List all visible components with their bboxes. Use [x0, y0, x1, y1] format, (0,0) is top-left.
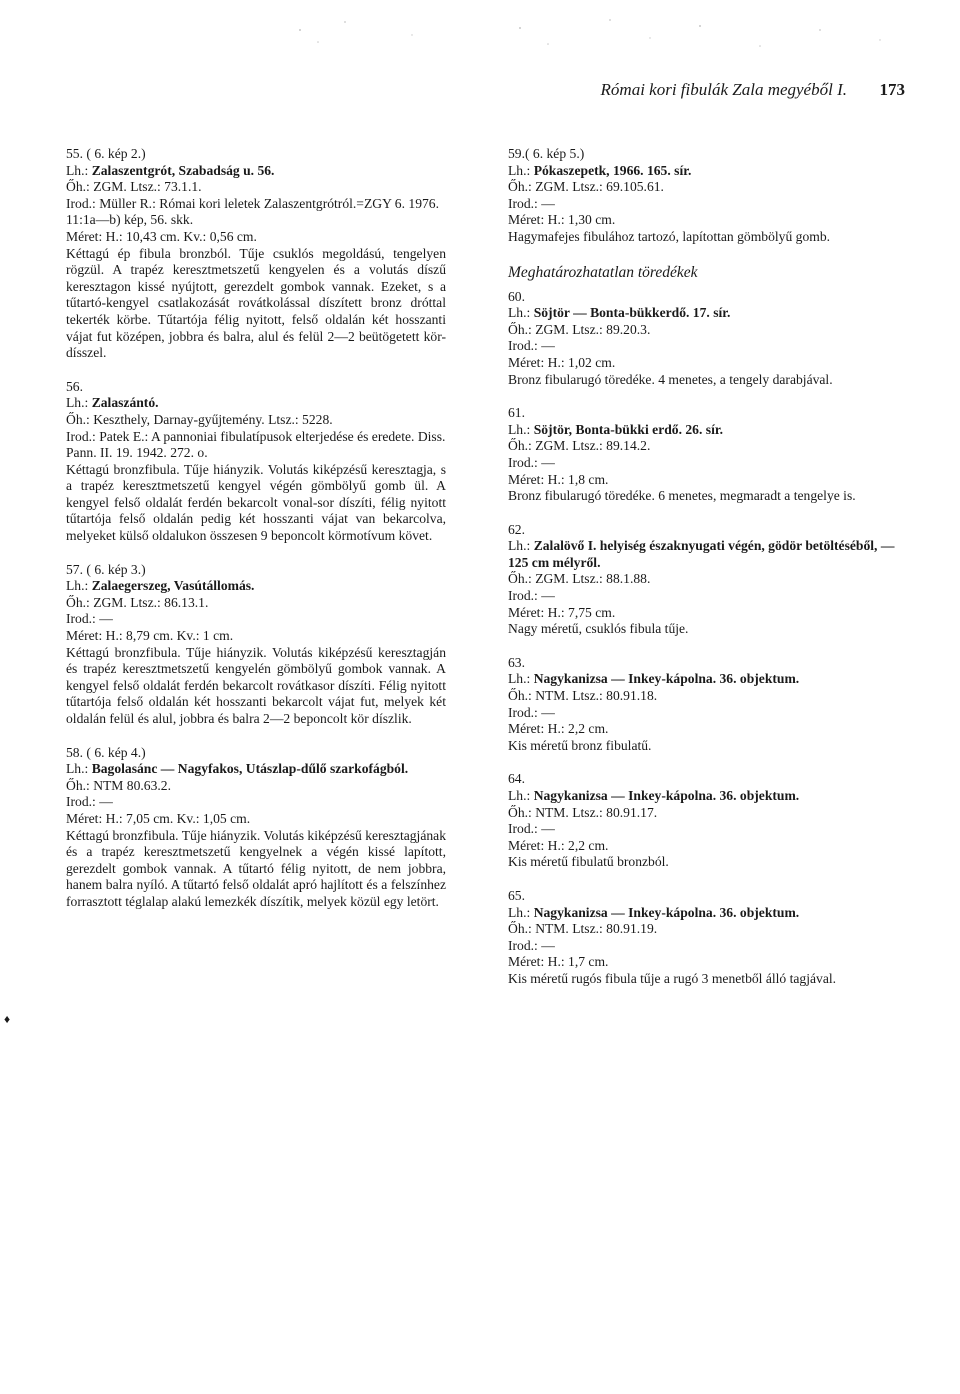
location-value: Zalaszentgrót, Szabadság u. 56.: [91, 162, 275, 178]
entry-description: Kis méretű rugós fibula tűje a rugó 3 menetből álló tagjával.: [508, 970, 837, 986]
location-key: Lh.:: [508, 671, 531, 687]
entry-number: 62.: [508, 521, 525, 537]
entry-number: 65.: [508, 887, 525, 903]
running-title: Római kori fibulák Zala megyéből I.: [600, 80, 847, 99]
location-key: Lh.:: [66, 578, 89, 594]
entry-description: Kéttagú bronzfibula. Tűje hiányzik. Volutás kiképzésű keresztagján és trapéz keresztmetszetű kengyelén gömbölyű gombok vannak. A kengyel felső oldalát ferdén bekarcolt rovátkasor díszíti. Félig nyitott tűtartója felső oldalán két hosszanti bekarcolt vájat fut, melyek két oldalán felül és alul, jobbra és balra 2—2 beponcolt kör díszlik.: [66, 644, 446, 726]
location-value: Nagykanizsa — Inkey-kápolna. 36. objektum.: [533, 788, 800, 803]
entry-literature: Irod.: —: [508, 338, 555, 354]
location-value: Bagolasánc — Nagyfakos, Utászlap-dűlő szarkofágból.: [91, 761, 409, 777]
entry-storage: Őh.: NTM 80.63.2.: [66, 777, 171, 793]
location-value: Nagykanizsa — Inkey-kápolna. 36. objektum.: [533, 904, 800, 920]
entry-literature: Irod.: —: [66, 794, 113, 810]
entry-description: Kéttagú bronzfibula. Tűje hiányzik. Volutás kiképzésű keresztagjának és a trapéz keresztmetszetű kengyelnek a végén kissé lapított, gerezdelt gombok vannak. A tűtartó félig nyitott, de nem jobbra, hanem balra nyíló. A tűtartó felső oldalát apró hajlított és a felszínhez forrasztott téglalap alakú lemezkék díszítik, melyek közül egy letört.: [66, 827, 446, 909]
catalog-entry-55: [66, 146, 446, 362]
entry-dimensions: Méret: H.: 7,75 cm.: [508, 604, 616, 620]
entry-dimensions: Méret: H.: 1,02 cm.: [508, 354, 616, 370]
location-key: Lh.:: [508, 421, 531, 437]
entry-literature: Irod.: —: [508, 821, 555, 837]
entry-storage: Őh.: NTM. Ltsz.: 80.91.17.: [508, 804, 658, 820]
entry-location: [508, 163, 908, 180]
catalog-entry-64: [508, 771, 908, 871]
entry-literature: Irod.: —: [508, 454, 555, 470]
location-value: Pókaszepetk, 1966. 165. sír.: [533, 162, 692, 178]
entry-description: Bronz fibularugó töredéke. 4 menetes, a tengely darabjával.: [508, 371, 833, 387]
entry-number: 63.: [508, 654, 525, 670]
location-value: Zalaegerszeg, Vasútállomás.: [91, 578, 255, 594]
running-header: [60, 80, 905, 104]
catalog-entry-61: [508, 405, 908, 505]
entry-storage: Őh.: ZGM. Ltsz.: 88.1.88.: [508, 571, 651, 587]
entry-dimensions: Méret: H.: 1,7 cm.: [508, 954, 609, 970]
catalog-entry-65: [508, 888, 908, 988]
entry-number: 55. ( 6. kép 2.): [66, 146, 146, 161]
scan-noise-decoration: [0, 0, 960, 60]
entry-location: [66, 761, 446, 778]
entry-storage: Őh.: ZGM. Ltsz.: 69.105.61.: [508, 179, 664, 195]
entry-location: [508, 422, 908, 439]
location-value: Söjtör — Bonta-bükkerdő. 17. sír.: [533, 305, 731, 321]
entry-storage: Őh.: ZGM. Ltsz.: 73.1.1.: [66, 179, 202, 195]
entry-literature: Irod.: Müller R.: Római kori leletek Zalaszentgrótról.=ZGY 6. 1976. 11:1a—b) kép, 56. skk.: [66, 195, 439, 228]
entry-number: 61.: [508, 405, 525, 421]
entry-literature: Irod.: —: [508, 195, 555, 211]
location-key: Lh.:: [66, 395, 89, 411]
catalog-entry-62: [508, 522, 908, 638]
entry-description: Kis méretű fibulatű bronzból.: [508, 854, 669, 870]
entry-location: [508, 538, 908, 571]
entry-literature: Irod.: —: [508, 937, 555, 953]
entry-location: [66, 395, 446, 412]
location-key: Lh.:: [66, 162, 89, 178]
catalog-entry-63: [508, 655, 908, 755]
location-key: Lh.:: [508, 162, 531, 178]
entry-dimensions: Méret: H.: 2,2 cm.: [508, 721, 609, 737]
margin-mark-icon: ♦: [4, 1012, 11, 1026]
entry-literature: Irod.: —: [508, 588, 555, 604]
entry-dimensions: Méret: H.: 8,79 cm. Kv.: 1 cm.: [66, 628, 234, 644]
entry-description: Kis méretű bronz fibulatű.: [508, 737, 652, 753]
entry-storage: Őh.: ZGM. Ltsz.: 89.20.3.: [508, 321, 651, 337]
entry-description: Nagy méretű, csuklós fibula tűje.: [508, 621, 689, 637]
left-column: [66, 146, 446, 928]
entry-location: [508, 788, 908, 805]
entry-number: 57. ( 6. kép 3.): [66, 561, 146, 577]
entry-description: Hagymafejes fibulához tartozó, lapítottan gömbölyű gomb.: [508, 228, 831, 244]
location-key: Lh.:: [508, 305, 531, 321]
entry-storage: Őh.: ZGM. Ltsz.: 89.14.2.: [508, 438, 651, 454]
location-key: Lh.:: [508, 904, 531, 920]
entry-storage: Őh.: ZGM. Ltsz.: 86.13.1.: [66, 594, 209, 610]
entry-storage: Őh.: NTM. Ltsz.: 80.91.19.: [508, 921, 658, 937]
entry-literature: Irod.: Patek E.: A pannoniai fibulatípusok elterjedése és eredete. Diss. Pann. II. 19. 1942. 272. o.: [66, 428, 446, 461]
entry-location: [66, 163, 446, 180]
location-key: Lh.:: [66, 761, 89, 777]
entry-description: Kéttagú bronzfibula. Tűje hiányzik. Volutás kiképzésű keresztagja, s a trapéz keresztmetszetű kengyel végén gömbölyű gomb ül. A kengyel felső oldalát ferdén bekarcolt vonal-sor díszíti, félig nyitott tűtartója felső oldalán pedig két hosszanti vájat van bekarcolva, melyeket külső oldalukon összesen 9 beponcolt körmotívum követ.: [66, 461, 446, 544]
entry-storage: Őh.: NTM. Ltsz.: 80.91.18.: [508, 688, 658, 704]
entry-number: 60.: [508, 288, 525, 304]
catalog-entry-58: [66, 745, 446, 911]
entry-literature: Irod.: —: [66, 611, 113, 627]
right-column: [508, 146, 908, 1005]
entry-number: 64.: [508, 771, 525, 787]
entry-dimensions: Méret: H.: 10,43 cm. Kv.: 0,56 cm.: [66, 228, 257, 244]
page-number: 173: [879, 80, 905, 99]
location-value: Söjtör, Bonta-bükki erdő. 26. sír.: [533, 421, 724, 437]
entry-storage: Őh.: Keszthely, Darnay-gyűjtemény. Ltsz.: 5228.: [66, 411, 333, 427]
location-value: Zalaszántó.: [91, 395, 159, 411]
entry-location: [508, 905, 908, 922]
entry-description: Kéttagú ép fibula bronzból. Tűje csuklós megoldású, tengelyen rögzül. A trapéz keresztmetszetű kengyelen és a volutás díszű keresztagon kissé nyújtott, gerezdelt gombok vannak. Ezeket, s a tűtartó-kengyel csatlakozását rovátkolással díszített bronz dróttal tekerték körbe. Tűtartója félig nyitott, felső oldalán két hosszanti vájat fut középen, jobbra és balra, alul és felül 2—2 beütögetett kör-dísszel.: [66, 245, 446, 361]
location-value: Zalalövő I. helyiség északnyugati végén, gödör betöltéséből, — 125 cm mélyről.: [508, 538, 895, 570]
entry-dimensions: Méret: H.: 7,05 cm. Kv.: 1,05 cm.: [66, 810, 251, 826]
location-key: Lh.:: [508, 538, 531, 554]
entry-dimensions: Méret: H.: 1,30 cm.: [508, 212, 616, 228]
entry-location: [66, 578, 446, 595]
location-key: Lh.:: [508, 788, 531, 803]
entry-location: [508, 305, 908, 322]
entry-location: [508, 671, 908, 688]
entry-number: 56.: [66, 378, 83, 394]
entry-literature: Irod.: —: [508, 704, 555, 720]
section-heading: Meghatározhatatlan töredékek: [508, 263, 698, 281]
entry-number: 58. ( 6. kép 4.): [66, 744, 146, 760]
catalog-entry-59: [508, 146, 908, 246]
entry-description: Bronz fibularugó töredéke. 6 menetes, megmaradt a tengelye is.: [508, 488, 856, 504]
entry-dimensions: Méret: H.: 1,8 cm.: [508, 471, 609, 487]
entry-dimensions: Méret: H.: 2,2 cm.: [508, 837, 609, 853]
catalog-entry-56: [66, 379, 446, 545]
entry-number: 59.( 6. kép 5.): [508, 146, 585, 161]
catalog-entry-60: [508, 289, 908, 389]
location-value: Nagykanizsa — Inkey-kápolna. 36. objektum.: [533, 671, 800, 687]
catalog-entry-57: [66, 562, 446, 728]
